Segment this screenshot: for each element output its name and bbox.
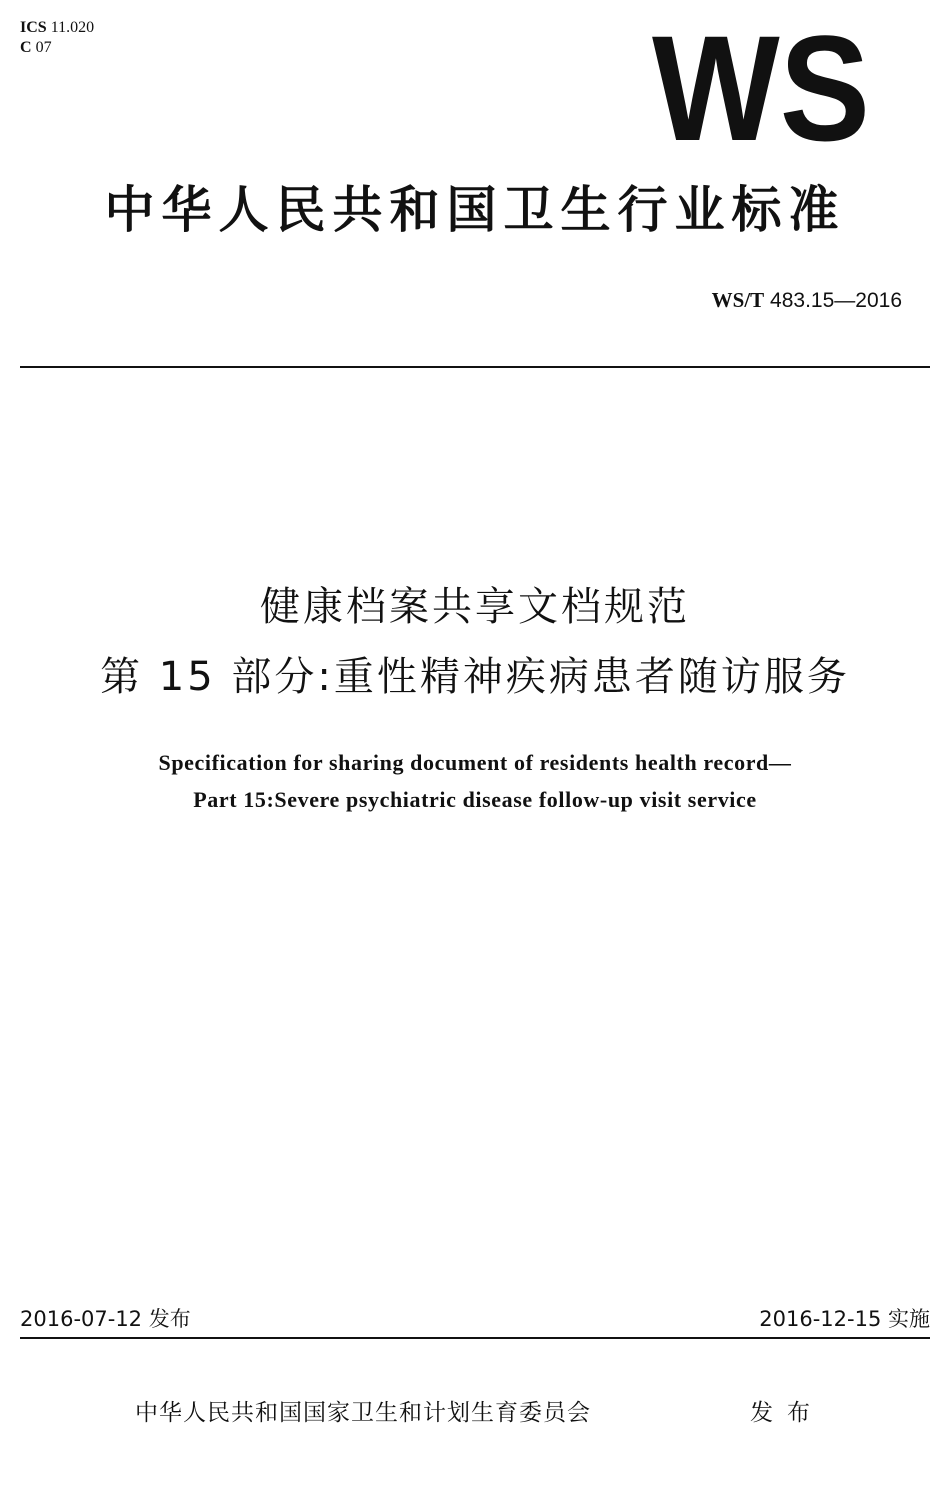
chinese-title-line-1: 健康档案共享文档规范 [260, 584, 690, 630]
footer-divider [20, 1337, 930, 1339]
issuing-authority: 中华人民共和国国家卫生和计划生育委员会 [135, 1400, 591, 1426]
standard-number [712, 285, 902, 316]
classification-codes [20, 18, 94, 58]
publish-date: 2016-07-12 发布 [20, 1307, 191, 1331]
implement-date: 2016-12-15 实施 [759, 1307, 930, 1331]
english-title-line-2: Part 15:Severe psychiatric disease follow-up visit service [193, 787, 757, 812]
ics-code: ICS 11.020 [20, 19, 95, 36]
ws-logo [650, 30, 872, 148]
chinese-title-line-2: 第 15 部分:重性精神疾病患者随访服务 [100, 654, 850, 700]
standard-type-title: 中华人民共和国卫生行业标准 [104, 181, 846, 239]
standard-number-prefix: WS/T [711, 288, 765, 312]
svg-text:WS: WS [652, 30, 870, 148]
header-divider [20, 366, 930, 368]
english-title-line-1: Specification for sharing document of residents health record— [158, 750, 792, 775]
ccs-code: C 07 [20, 39, 52, 56]
issue-label: 发布 [750, 1400, 824, 1426]
standard-number-value: 483.15—2016 [770, 289, 902, 312]
